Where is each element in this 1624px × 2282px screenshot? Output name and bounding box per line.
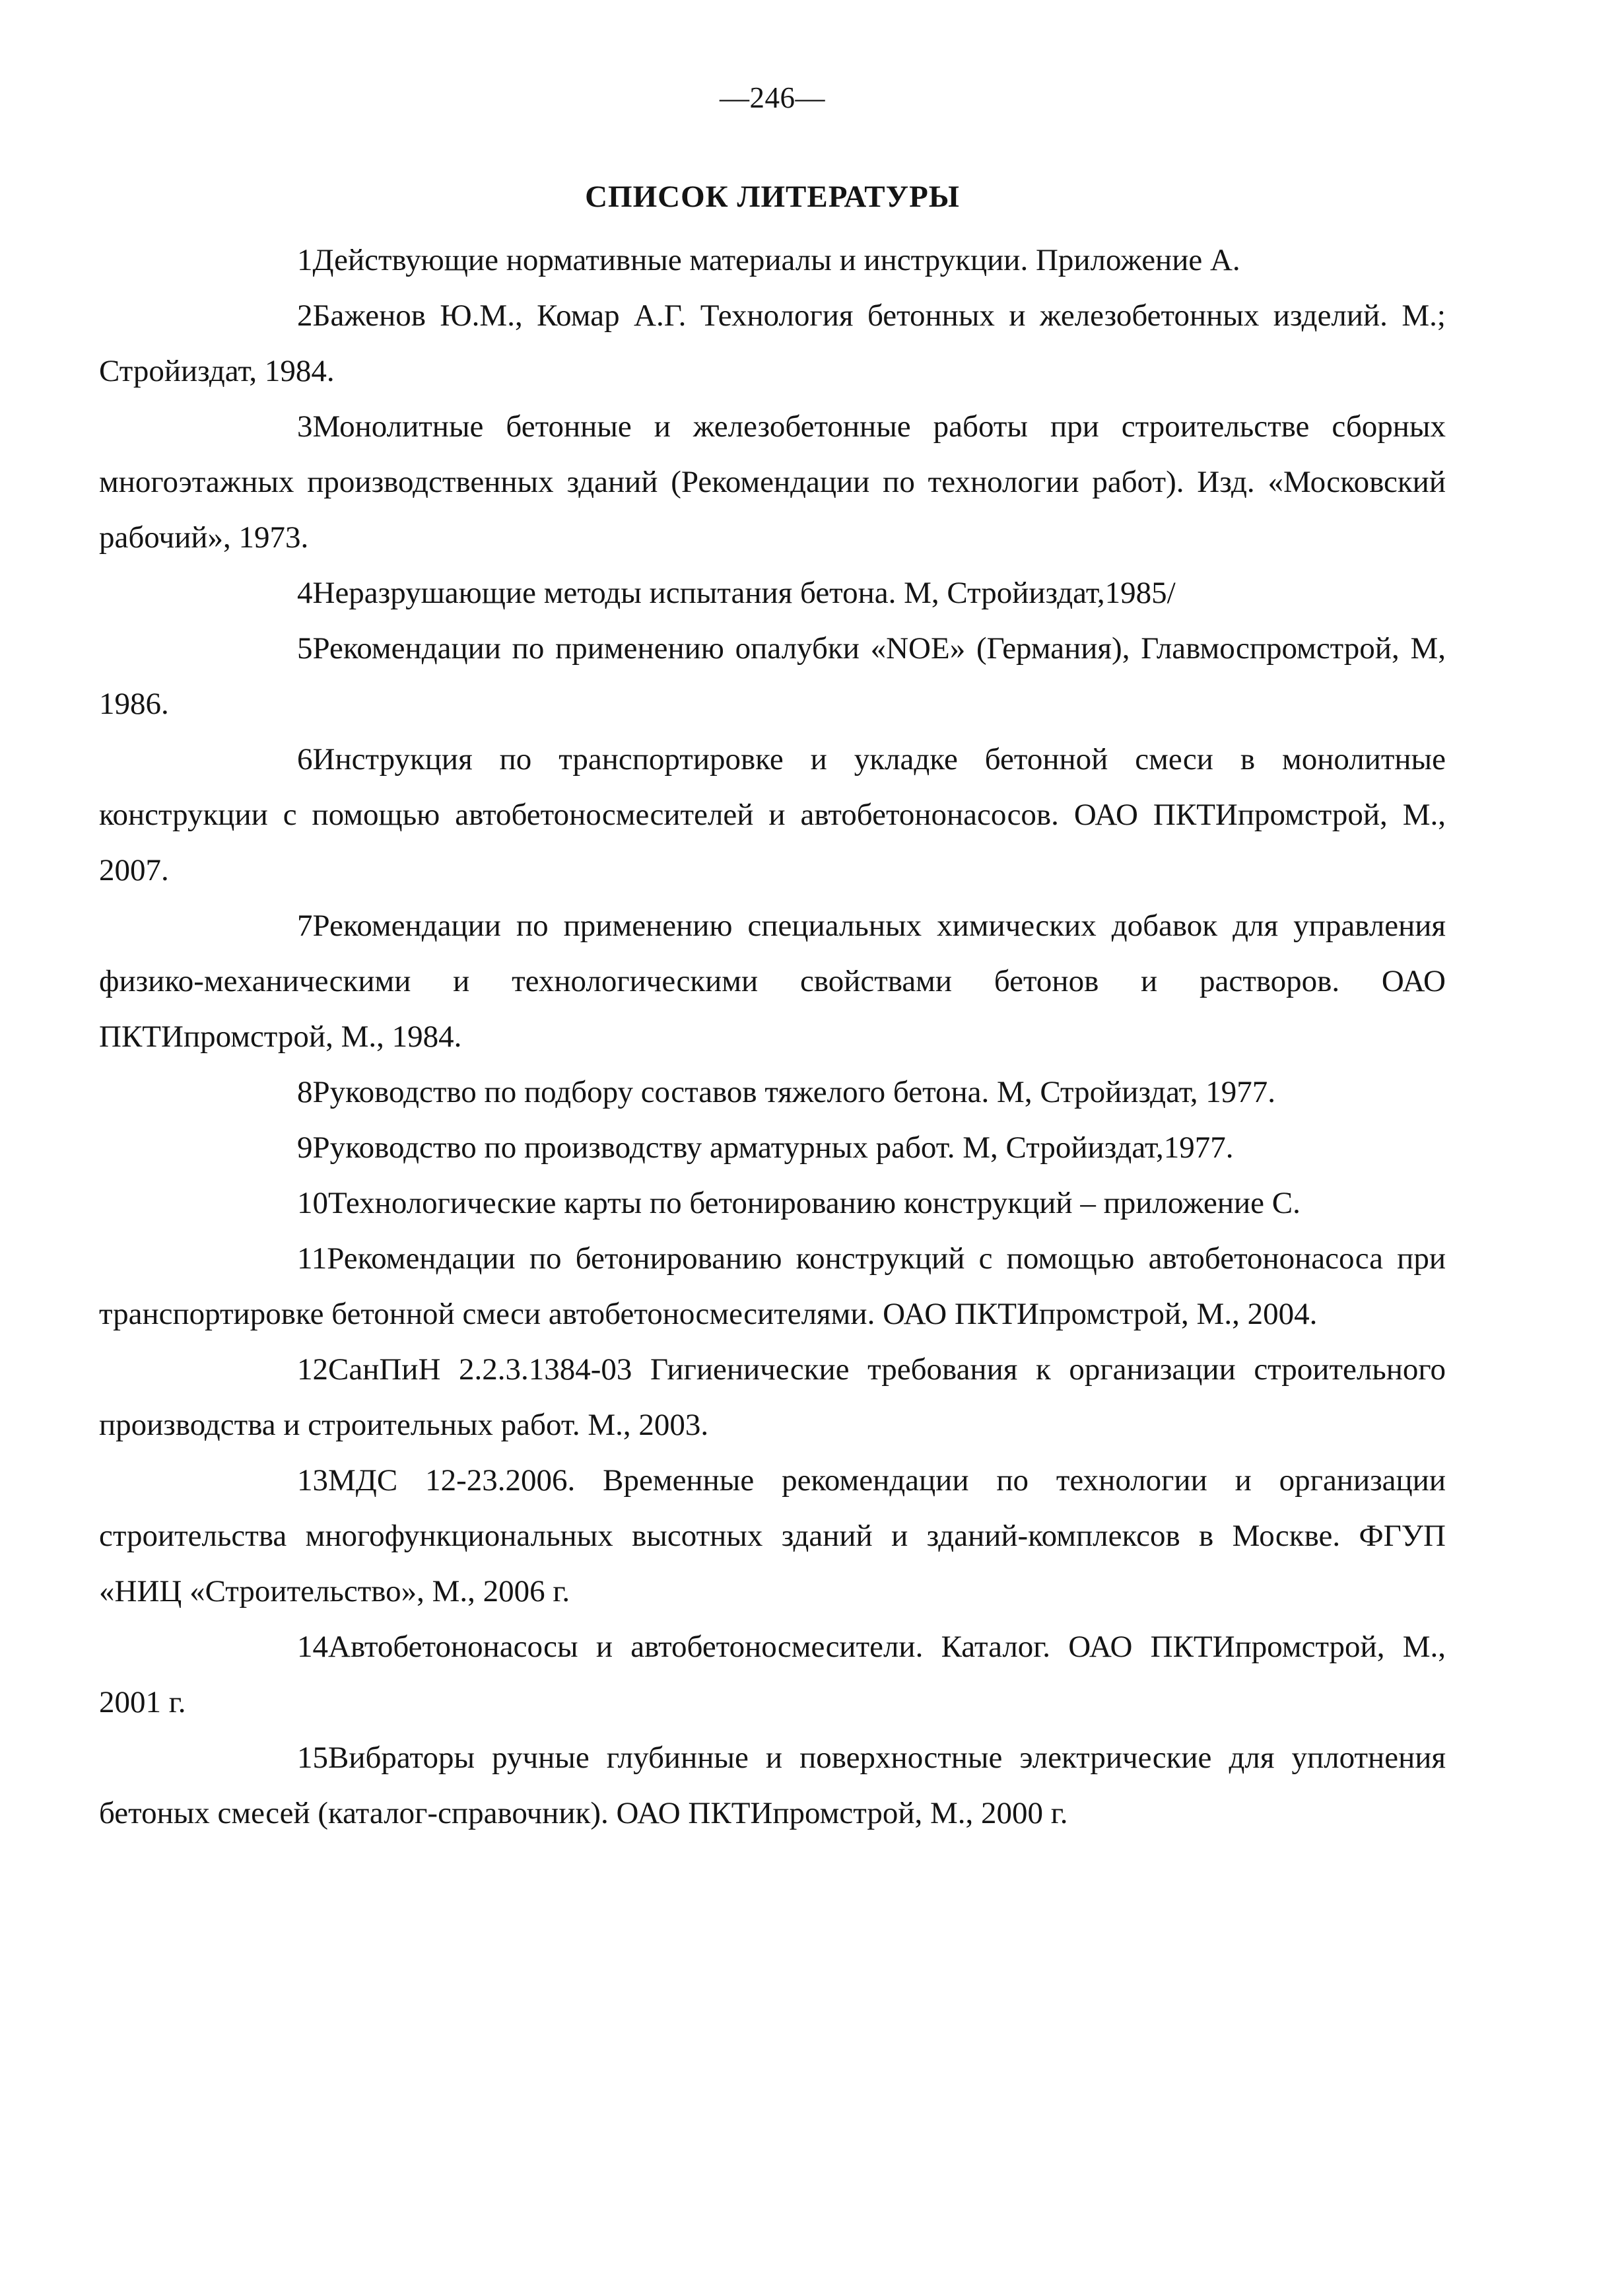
reference-number: 13 [297,1463,328,1498]
reference-number: 1 [297,243,313,277]
reference-number: 5 [297,631,313,666]
reference-item [99,1064,1446,1120]
reference-text: Рекомендации по применению опалубки «NOE» (Германия), Главмоспромстрой, М, 1986. [99,631,1446,721]
reference-text: Рекомендации по применению специальных химических добавок для управления физико-механическими и технологическими свойствами бетонов и растворов. ОАО ПКТИпромстрой, М., 1984. [99,909,1446,1054]
reference-text: Баженов Ю.М., Комар А.Г. Технология бетонных и железобетонных изделий. М.; Стройиздат, 1984. [99,298,1446,388]
reference-item [99,1619,1446,1730]
reference-text: Инструкция по транспортировке и укладке бетонной смеси в монолитные конструкции с помощью автобетоносмесителей и автобетононасосов. ОАО ПКТИпромстрой, М., 2007. [99,742,1446,887]
reference-item [99,288,1446,399]
page-number: —246— [720,81,825,114]
reference-number: 14 [297,1630,328,1664]
reference-item [99,621,1446,732]
reference-number: 3 [297,409,313,444]
reference-text: Технологические карты по бетонированию конструкций – приложение С. [328,1186,1301,1220]
reference-number: 12 [297,1352,328,1387]
reference-list [99,232,1446,1841]
reference-text: Рекомендации по бетонированию конструкций с помощью автобетононасоса при транспортировке бетонной смеси автобетоносмесителями. ОАО ПКТИпромстрой, М., 2004. [99,1241,1446,1331]
reference-item [99,232,1446,288]
reference-number: 2 [297,298,313,333]
reference-number: 11 [297,1241,327,1276]
reference-number: 6 [297,742,313,777]
reference-text: Руководство по подбору составов тяжелого бетона. М, Стройиздат, 1977. [312,1075,1275,1109]
reference-text: Монолитные бетонные и железобетонные работы при строительстве сборных многоэтажных производственных зданий (Рекомендации по технологии работ). Изд. «Московский рабочий», 1973. [99,409,1446,555]
reference-number: 4 [297,576,313,610]
reference-number: 10 [297,1186,328,1220]
reference-text: СанПиН 2.2.3.1384-03 Гигиенические требования к организации строительного производства и строительных работ. М., 2003. [99,1352,1446,1442]
reference-item [99,565,1446,621]
reference-text: Автобетононасосы и автобетоносмесители. Каталог. ОАО ПКТИпромстрой, М., 2001 г. [99,1630,1446,1719]
reference-text: Действующие нормативные материалы и инструкции. Приложение А. [312,243,1240,277]
reference-item [99,1120,1446,1175]
reference-item [99,1175,1446,1231]
reference-item [99,898,1446,1064]
reference-item [99,1231,1446,1342]
reference-item [99,732,1446,898]
reference-text: Вибраторы ручные глубинные и поверхностные электрические для уплотнения бетоных смесей (каталог-справочник). ОАО ПКТИпромстрой, М., 2000 г. [99,1741,1446,1830]
reference-item [99,1342,1446,1453]
page-title: СПИСОК ЛИТЕРАТУРЫ [585,180,960,214]
reference-number: 15 [297,1741,328,1775]
reference-number: 8 [297,1075,313,1109]
reference-number: 9 [297,1130,313,1165]
reference-item [99,399,1446,565]
reference-text: МДС 12-23.2006. Временные рекомендации по технологии и организации строительства многофункциональных высотных зданий и зданий-комплексов в Москве. ФГУП «НИЦ «Строительство», М., 2006 г. [99,1463,1446,1608]
reference-item [99,1453,1446,1619]
reference-item [99,1730,1446,1841]
reference-text: Руководство по производству арматурных работ. М, Стройиздат,1977. [312,1130,1234,1165]
reference-text: Неразрушающие методы испытания бетона. М, Стройиздат,1985/ [312,576,1176,610]
reference-number: 7 [297,909,313,943]
